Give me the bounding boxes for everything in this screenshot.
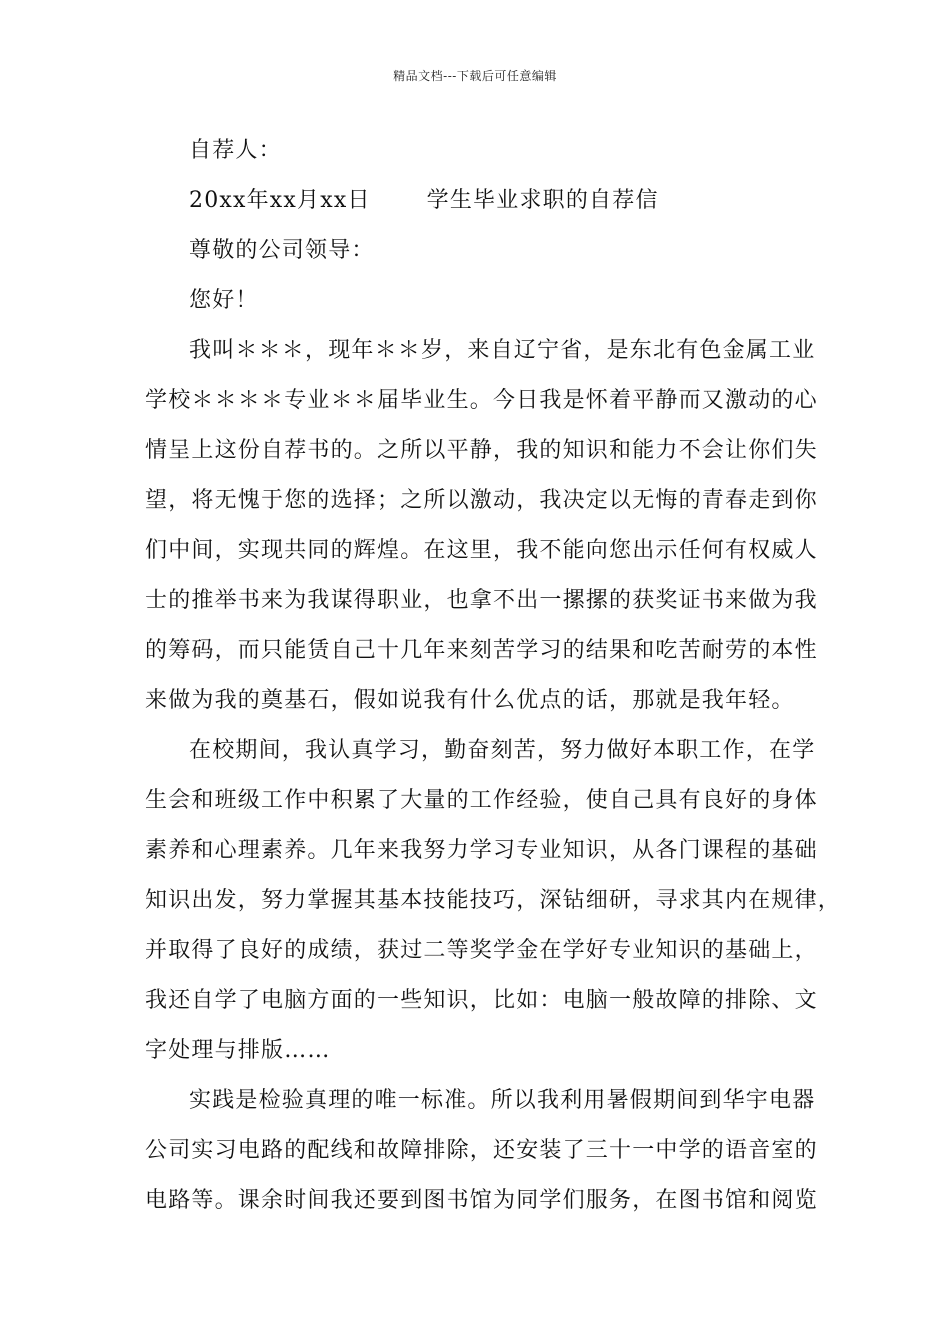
paragraph-line: 素养和心理素养。几年来我努力学习专业知识，从各门课程的基础	[145, 838, 818, 863]
paragraph-line: 来做为我的奠基石，假如说我有什么优点的话，那就是我年轻。	[145, 688, 795, 713]
letter-date: 20xx年xx月xx日	[189, 188, 371, 213]
header-note: 精品文档---下载后可任意编辑	[393, 69, 557, 83]
date-title-line	[189, 188, 659, 214]
paragraph-line: 公司实习电路的配线和故障排除，还安装了三十一中学的语音室的	[145, 1138, 818, 1163]
letter-title: 学生毕业求职的自荐信	[426, 188, 659, 213]
paragraph-line: 们中间，实现共同的辉煌。在这里，我不能向您出示任何有权威人	[145, 538, 818, 563]
recommender-line: 自荐人：	[189, 138, 282, 163]
paragraph-line: 学校＊＊＊＊专业＊＊届毕业生。今日我是怀着平静而又激动的心	[145, 388, 818, 413]
paragraph-line: 我还自学了电脑方面的一些知识，比如：电脑一般故障的排除、文	[145, 988, 818, 1013]
paragraph-line: 我叫＊＊＊，现年＊＊岁，来自辽宁省，是东北有色金属工业	[189, 338, 816, 363]
paragraph-line: 实践是检验真理的唯一标准。所以我利用暑假期间到华宇电器	[189, 1088, 816, 1113]
paragraph-line: 士的推举书来为我谋得职业，也拿不出一摞摞的获奖证书来做为我	[145, 588, 818, 613]
paragraph-line: 情呈上这份自荐书的。之所以平静，我的知识和能力不会让你们失	[145, 438, 818, 463]
paragraph-line: 在校期间，我认真学习，勤奋刻苦，努力做好本职工作，在学	[189, 738, 816, 763]
paragraph-line: 生会和班级工作中积累了大量的工作经验，使自己具有良好的身体	[145, 788, 818, 813]
paragraph-line: 的筹码，而只能赁自己十几年来刻苦学习的结果和吃苦耐劳的本性	[145, 638, 818, 663]
paragraph-line: 字处理与排版……	[145, 1038, 331, 1063]
greeting: 您好！	[189, 288, 259, 313]
salutation: 尊敬的公司领导：	[189, 238, 375, 263]
paragraph-line: 知识出发，努力掌握其基本技能技巧，深钻细研，寻求其内在规律，	[145, 888, 842, 913]
paragraph-line: 电路等。课余时间我还要到图书馆为同学们服务，在图书馆和阅览	[145, 1188, 818, 1213]
paragraph-line: 并取得了良好的成绩，获过二等奖学金在学好专业知识的基础上，	[145, 938, 818, 963]
paragraph-line: 望，将无愧于您的选择；之所以激动，我决定以无悔的青春走到你	[145, 488, 818, 513]
